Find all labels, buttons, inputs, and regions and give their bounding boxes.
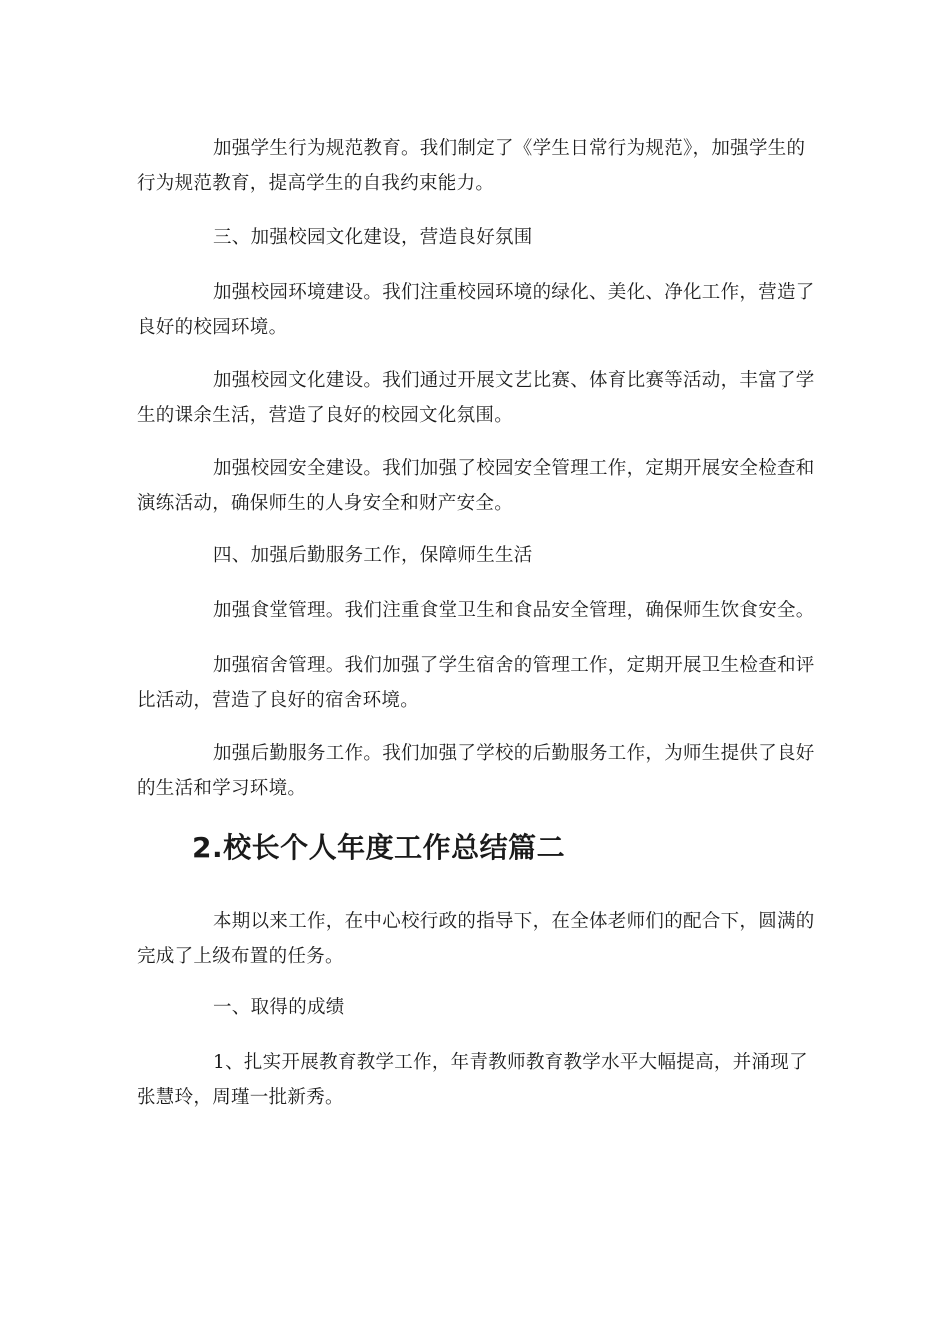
section-heading: 2.校长个人年度工作总结篇二 [192,831,566,864]
paragraph-campus-environment: 加强校园环境建设。我们注重校园环境的绿化、美化、净化工作，营造了良好的校园环境。 [137,282,815,338]
paragraph-intro: 本期以来工作，在中心校行政的指导下，在全体老师们的配合下，圆满的完成了上级布置的任务。 [137,911,815,967]
paragraph-logistics-service: 加强后勤服务工作。我们加强了学校的后勤服务工作，为师生提供了良好的生活和学习环境。 [137,743,815,799]
section-title-campus-culture: 三、加强校园文化建设，营造良好氛围 [213,227,533,248]
paragraph-dormitory: 加强宿舍管理。我们加强了学生宿舍的管理工作，定期开展卫生检查和评比活动，营造了良好的宿舍环境。 [137,655,815,711]
paragraph-achievement-1: 1、扎实开展教育教学工作，年青教师教育教学水平大幅提高，并涌现了张慧玲，周瑾一批新秀。 [137,1052,808,1108]
section-title-achievements: 一、取得的成绩 [213,997,345,1018]
paragraph-behavior-education: 加强学生行为规范教育。我们制定了《学生日常行为规范》，加强学生的行为规范教育，提高学生的自我约束能力。 [137,138,806,194]
paragraph-campus-culture: 加强校园文化建设。我们通过开展文艺比赛、体育比赛等活动，丰富了学生的课余生活，营造了良好的校园文化氛围。 [137,370,815,426]
section-title-logistics: 四、加强后勤服务工作，保障师生生活 [213,545,533,566]
paragraph-campus-safety: 加强校园安全建设。我们加强了校园安全管理工作，定期开展安全检查和演练活动，确保师生的人身安全和财产安全。 [137,458,815,514]
paragraph-canteen: 加强食堂管理。我们注重食堂卫生和食品安全管理，确保师生饮食安全。 [213,600,815,621]
